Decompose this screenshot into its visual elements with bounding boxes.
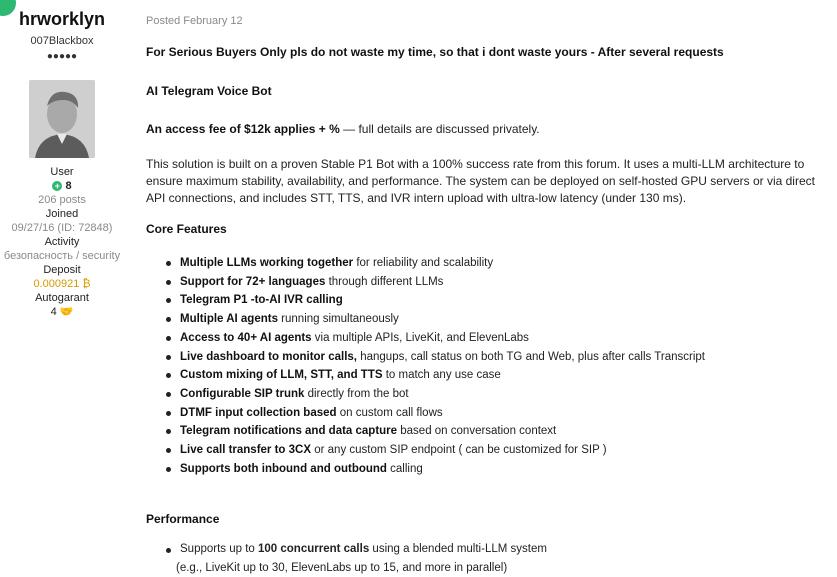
post-product-title: AI Telegram Voice Bot: [146, 84, 272, 98]
deposit-label: Deposit: [43, 264, 81, 276]
list-item: Configurable SIP trunk directly from the bot: [166, 385, 705, 404]
reputation-count: 8: [65, 180, 72, 192]
post-description: This solution is built on a proven Stable P1 Bot with a 100% success rate from this forum. It uses a multi-LLM architecture to ensure maximum stability, availability, and performance. The system can be deployed on self-hosted GPU servers or via direct API connections, and includes STT, TTS, and IVR intern upload with ultra-low latency (under 130 ms).: [146, 157, 815, 205]
list-item: Telegram P1 -to-AI IVR calling: [166, 291, 705, 310]
avatar[interactable]: [29, 80, 95, 158]
author-username[interactable]: hrworklyn: [18, 9, 106, 29]
list-item: Support for 72+ languages through different LLMs: [166, 273, 705, 292]
list-item: DTMF input collection based on custom call flows: [166, 404, 705, 423]
avatar-image: [29, 80, 95, 158]
rank-pips: ●●●●●: [46, 51, 78, 62]
plus-icon: +: [52, 181, 62, 191]
access-fee-rest: — full details are discussed privately.: [339, 122, 540, 136]
list-item: Multiple LLMs working together for reliability and scalability: [166, 254, 705, 273]
joined-value: 09/27/16 (ID: 72848): [11, 222, 113, 234]
performance-subnote: (e.g., LiveKit up to 30, ElevenLabs up to 15, and more in parallel): [176, 562, 508, 574]
post-date[interactable]: Posted February 12: [146, 15, 243, 27]
author-title: 007Blackbox: [30, 35, 94, 47]
author-sidebar: [0, 0, 124, 319]
autogarant-label: Autogarant: [35, 292, 89, 304]
features-list: [166, 254, 705, 478]
activity-label: Activity: [44, 236, 80, 248]
list-item: Multiple AI agents running simultaneously: [166, 310, 705, 329]
list-item: Supports both inbound and outbound calling: [166, 460, 705, 479]
list-item: Access to 40+ AI agents via multiple APIs, LiveKit, and ElevenLabs: [166, 329, 705, 348]
performance-heading: Performance: [146, 512, 220, 526]
list-item: Custom mixing of LLM, STT, and TTS to match any use case: [166, 366, 705, 385]
list-item: Telegram notifications and data capture based on conversation context: [166, 422, 705, 441]
post-count[interactable]: 206 posts: [38, 194, 86, 206]
list-item: Live dashboard to monitor calls, hangups, call status on both TG and Web, plus after calls Transcript: [166, 348, 705, 367]
list-item: Supports up to 100 concurrent calls using a blended multi-LLM system: [166, 541, 547, 557]
post-intro: For Serious Buyers Only pls do not waste my time, so that i dont waste yours - After several requests: [146, 45, 724, 59]
list-item: Live call transfer to 3CX or any custom SIP endpoint ( can be customized for SIP ): [166, 441, 705, 460]
reputation: [0, 179, 124, 193]
author-group: User: [50, 166, 74, 178]
autogarant-value: 4 🤝: [50, 306, 74, 318]
joined-label: Joined: [45, 208, 79, 220]
access-fee-bold: An access fee of $12k applies + %: [146, 122, 340, 136]
core-features-heading: Core Features: [146, 222, 227, 236]
deposit-value: 0.000921 ₿: [33, 278, 91, 290]
activity-value: безопасность / security: [3, 250, 121, 262]
post-access-fee: [146, 121, 540, 137]
